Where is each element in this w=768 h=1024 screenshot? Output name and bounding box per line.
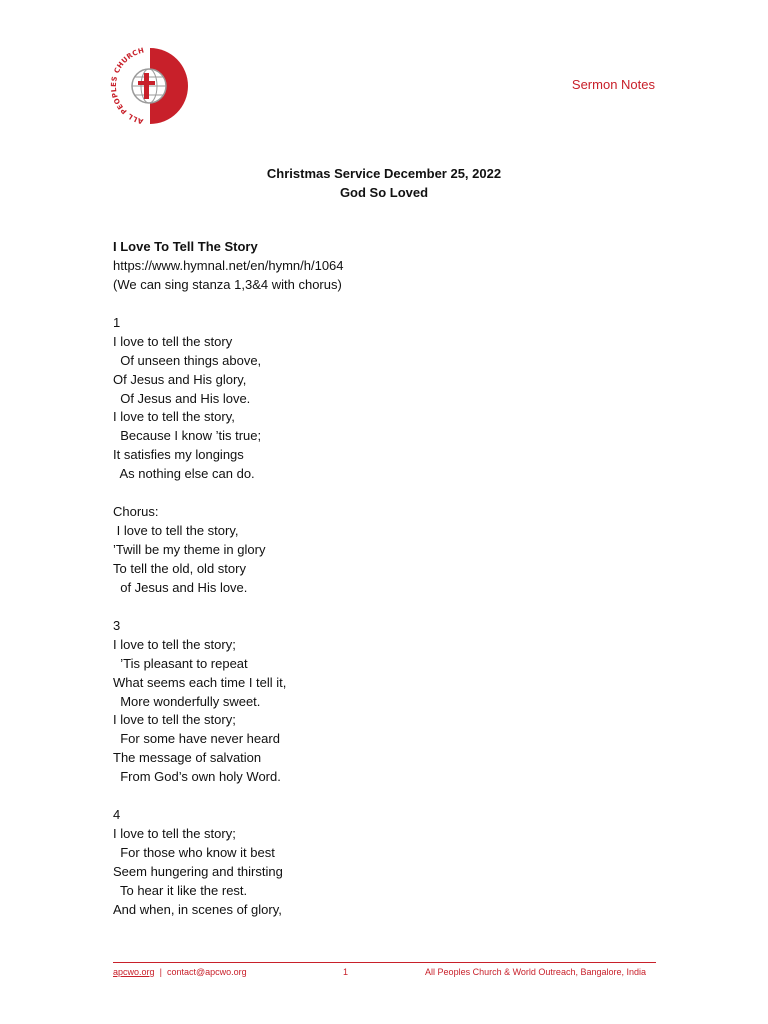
text-line: It satisfies my longings — [113, 447, 244, 463]
logo-text: ALL PEOPLES CHURCH — [109, 46, 146, 126]
text-line: Seem hungering and thirsting — [113, 863, 283, 879]
text-line: I love to tell the story; — [113, 636, 236, 652]
text-line: The message of salvation — [113, 750, 262, 766]
text-line: 1 — [113, 314, 121, 330]
text-line: To hear it like the rest. — [113, 882, 248, 898]
text-line: More wonderfully sweet. — [113, 693, 261, 709]
text-line: I love to tell the story, — [113, 409, 235, 425]
email-text: contact@apcwo.org — [166, 967, 247, 977]
text-line: For those who know it best — [113, 845, 275, 860]
footer-contact — [113, 966, 247, 978]
text-line: Of Jesus and His glory, — [113, 371, 247, 387]
text-line: 4 — [113, 807, 121, 823]
website-link[interactable]: apcwo.org — [113, 967, 155, 977]
text-line: 3 — [113, 617, 121, 633]
text-line: Chorus: — [113, 504, 159, 520]
text-line: To tell the old, old story — [113, 560, 246, 576]
text-line: ’Tis pleasant to repeat — [113, 655, 248, 671]
text-line — [113, 787, 673, 806]
text-line — [113, 295, 673, 314]
footer-separator: | — [159, 967, 162, 977]
hymn-lyrics — [113, 238, 673, 920]
text-line: https://www.hymnal.net/en/hymn/h/1064 — [113, 257, 344, 273]
footer-organization: All Peoples Church & World Outreach, Bangalore, India — [425, 967, 646, 977]
text-line: As nothing else can do. — [113, 466, 255, 482]
sermon-notes-label: Sermon Notes — [571, 77, 655, 92]
page-number: 1 — [343, 967, 349, 977]
text-line: of Jesus and His love. — [113, 579, 248, 595]
text-line: I love to tell the story; — [113, 826, 236, 842]
text-line: Because I know ’tis true; — [113, 428, 262, 444]
text-line: ’Twill be my theme in glory — [113, 542, 266, 557]
hymn-title: I Love To Tell The Story — [113, 239, 258, 254]
footer-divider — [113, 962, 656, 963]
text-line: I love to tell the story — [113, 333, 233, 349]
text-line: Of Jesus and His love. — [113, 390, 251, 406]
text-line — [113, 598, 673, 617]
sermon-title: God So Loved — [339, 185, 429, 200]
text-line: (We can sing stanza 1,3&4 with chorus) — [113, 276, 342, 292]
text-line: I love to tell the story; — [113, 712, 236, 728]
text-line: Of unseen things above, — [113, 352, 262, 368]
text-line: I love to tell the story, — [113, 523, 239, 539]
service-title — [0, 164, 768, 202]
church-logo — [108, 44, 192, 128]
text-line: What seems each time I tell it, — [113, 674, 287, 690]
text-line: For some have never heard — [113, 731, 280, 747]
text-line — [113, 484, 673, 503]
service-date-title: Christmas Service December 25, 2022 — [266, 166, 502, 181]
text-line: From God’s own holy Word. — [113, 769, 281, 785]
text-line: And when, in scenes of glory, — [113, 901, 282, 917]
